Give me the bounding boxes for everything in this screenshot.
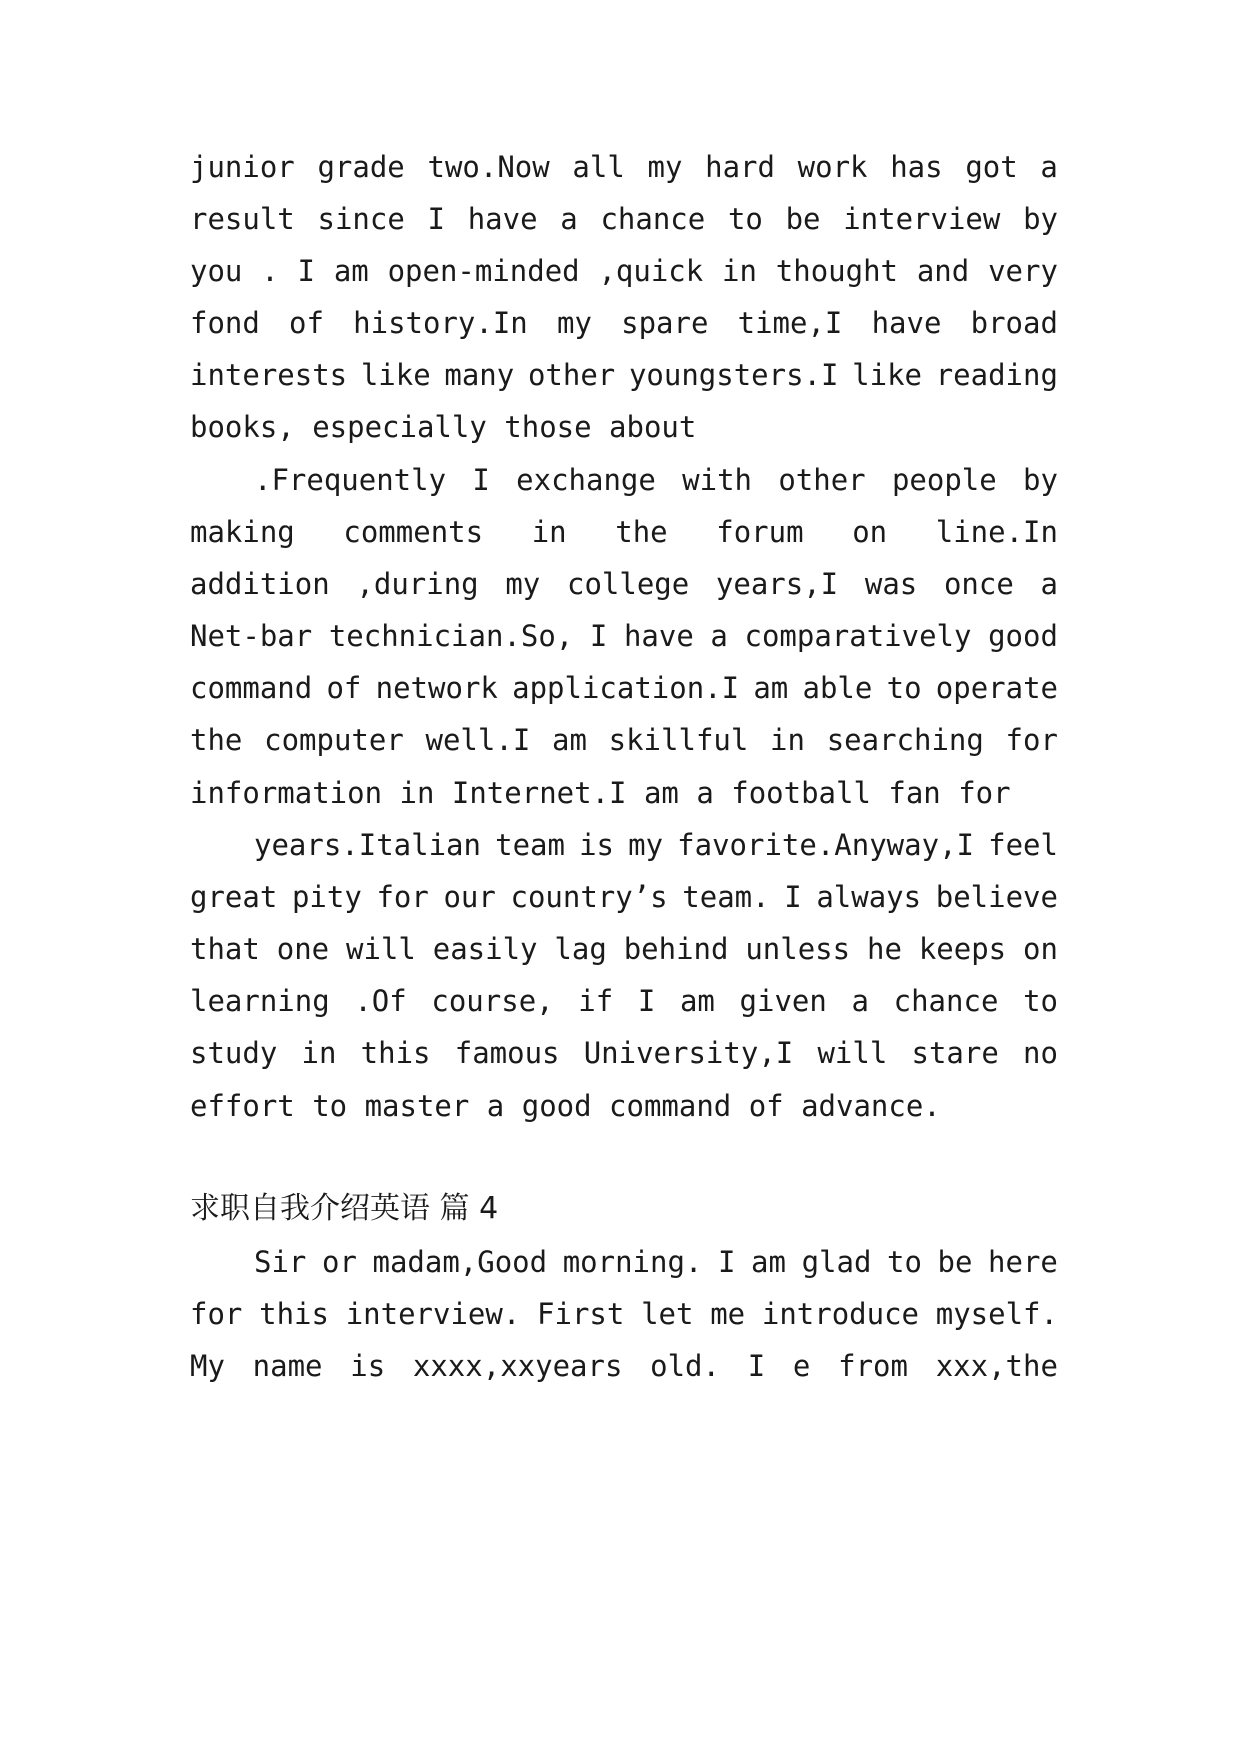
word: to bbox=[1023, 984, 1058, 1018]
word: operate bbox=[935, 671, 1058, 705]
word: .Of bbox=[354, 984, 407, 1018]
word: once bbox=[943, 567, 1014, 601]
section-heading: 求职自我介绍英语 篇 4 bbox=[190, 1191, 499, 1226]
paragraph1-line bbox=[190, 303, 1058, 343]
word: me bbox=[710, 1297, 746, 1331]
word: grade bbox=[317, 150, 405, 184]
word: fond bbox=[190, 306, 260, 340]
paragraph3-line bbox=[254, 825, 1058, 865]
word: by bbox=[1023, 463, 1058, 497]
word: of bbox=[326, 671, 362, 705]
word: hard bbox=[705, 150, 775, 184]
paragraph3-line bbox=[190, 877, 1058, 917]
word: very bbox=[988, 254, 1058, 288]
word: in bbox=[301, 1036, 337, 1070]
word: have bbox=[467, 202, 538, 236]
paragraph3-line: effort to master a good command of advance. bbox=[190, 1089, 941, 1123]
word: this bbox=[360, 1036, 431, 1070]
word: youngsters.I bbox=[628, 358, 839, 392]
word: years,I bbox=[715, 567, 839, 601]
section4-line bbox=[190, 1346, 1058, 1386]
word: broad bbox=[970, 306, 1058, 340]
word: stare bbox=[911, 1036, 999, 1070]
word: glad bbox=[801, 1245, 872, 1279]
word: forum bbox=[716, 515, 804, 549]
word: old. bbox=[650, 1349, 720, 1383]
word: a bbox=[560, 202, 578, 236]
word: since bbox=[317, 202, 405, 236]
word: many bbox=[444, 358, 515, 392]
word: other bbox=[778, 463, 866, 497]
word: from bbox=[838, 1349, 908, 1383]
word: has bbox=[890, 150, 943, 184]
word: e bbox=[792, 1349, 811, 1383]
word: able bbox=[802, 671, 873, 705]
word: Net-bar bbox=[190, 619, 313, 653]
word: that bbox=[190, 932, 260, 966]
word: comments bbox=[343, 515, 484, 549]
section4-line bbox=[254, 1242, 1058, 1282]
word: a bbox=[1040, 567, 1058, 601]
word: lag bbox=[554, 932, 607, 966]
word: I bbox=[637, 984, 656, 1018]
word: he bbox=[867, 932, 902, 966]
word: people bbox=[891, 463, 997, 497]
word: and bbox=[916, 254, 970, 288]
word: First bbox=[537, 1297, 625, 1331]
word: line.In bbox=[935, 515, 1058, 549]
word: junior bbox=[190, 150, 295, 184]
word: I bbox=[472, 463, 490, 497]
word: result bbox=[190, 202, 295, 236]
word: to bbox=[886, 671, 922, 705]
word: got bbox=[965, 150, 1018, 184]
word: country’s bbox=[510, 880, 668, 914]
word: for bbox=[190, 1297, 243, 1331]
word: keeps bbox=[918, 932, 1007, 966]
word: I bbox=[427, 202, 445, 236]
paragraph1-line bbox=[190, 199, 1058, 239]
word: if bbox=[578, 984, 614, 1018]
word: in bbox=[722, 254, 757, 288]
word: be bbox=[785, 202, 821, 236]
word: no bbox=[1023, 1036, 1058, 1070]
paragraph2-line bbox=[190, 564, 1058, 604]
word: network bbox=[375, 671, 498, 705]
word: introduce bbox=[761, 1297, 920, 1331]
word: my bbox=[505, 567, 541, 601]
word: college bbox=[566, 567, 690, 601]
word: pity bbox=[291, 880, 362, 914]
word: I bbox=[747, 1349, 766, 1383]
word: interview bbox=[843, 202, 1001, 236]
word: team bbox=[495, 828, 565, 862]
word: given bbox=[739, 984, 827, 1018]
word: the bbox=[190, 723, 243, 757]
word: name bbox=[252, 1349, 323, 1383]
paragraph2-line bbox=[190, 668, 1058, 708]
section4-line bbox=[190, 1294, 1058, 1334]
word: all bbox=[572, 150, 625, 184]
word: morning. bbox=[562, 1245, 703, 1279]
word: team. bbox=[682, 880, 770, 914]
word: famous bbox=[454, 1036, 560, 1070]
word: interests bbox=[190, 358, 348, 392]
word: unless bbox=[745, 932, 851, 966]
word: years.Italian bbox=[254, 828, 481, 862]
word: my bbox=[647, 150, 683, 184]
word: work bbox=[797, 150, 868, 184]
word: this bbox=[259, 1297, 329, 1331]
word: for bbox=[376, 880, 429, 914]
word: Sir bbox=[254, 1245, 307, 1279]
word: good bbox=[988, 619, 1058, 653]
word: other bbox=[527, 358, 616, 392]
word: exchange bbox=[516, 463, 656, 497]
word: by bbox=[1023, 202, 1058, 236]
word: ,quick bbox=[598, 254, 704, 288]
word: you bbox=[190, 254, 243, 288]
word: University,I bbox=[583, 1036, 794, 1070]
paragraph2-line bbox=[190, 720, 1058, 760]
word: addition bbox=[190, 567, 330, 601]
word: a bbox=[1040, 150, 1058, 184]
word: xxxx,xxyears bbox=[412, 1349, 623, 1383]
word: application.I bbox=[512, 671, 740, 705]
word: will bbox=[817, 1036, 888, 1070]
word: to bbox=[727, 202, 763, 236]
word: skillful bbox=[608, 723, 749, 757]
word: searching bbox=[826, 723, 984, 757]
word: favorite.Anyway,I bbox=[677, 828, 974, 862]
word: history.In bbox=[353, 306, 528, 340]
paragraph1-line: books, especially those about bbox=[190, 410, 697, 444]
word: easily bbox=[432, 932, 538, 966]
word: well.I bbox=[425, 723, 531, 757]
word: making bbox=[190, 515, 295, 549]
word: myself. bbox=[935, 1297, 1058, 1331]
paragraph2-line bbox=[254, 460, 1058, 500]
paragraph2-line bbox=[190, 616, 1058, 656]
word: in bbox=[531, 515, 567, 549]
word: the bbox=[615, 515, 668, 549]
word: am bbox=[751, 1245, 786, 1279]
word: is bbox=[579, 828, 614, 862]
paragraph3-line bbox=[190, 981, 1058, 1021]
word: am bbox=[552, 723, 587, 757]
word: time,I bbox=[737, 306, 843, 340]
word: am bbox=[753, 671, 789, 705]
word: or bbox=[321, 1245, 357, 1279]
word: thought bbox=[775, 254, 899, 288]
word: chance bbox=[893, 984, 999, 1018]
word: . bbox=[261, 254, 279, 288]
word: always bbox=[816, 880, 922, 914]
word: two.Now bbox=[427, 150, 550, 184]
word: interview. bbox=[345, 1297, 521, 1331]
paragraph1-line bbox=[190, 355, 1058, 395]
word: like bbox=[852, 358, 923, 392]
word: .Frequently bbox=[254, 463, 447, 497]
word: here bbox=[988, 1245, 1058, 1279]
word: a bbox=[710, 619, 728, 653]
word: on bbox=[1023, 932, 1058, 966]
word: ,during bbox=[356, 567, 479, 601]
word: a bbox=[851, 984, 869, 1018]
word: madam,Good bbox=[372, 1245, 548, 1279]
paragraph2-line bbox=[190, 512, 1058, 552]
word: of bbox=[289, 306, 324, 340]
word: open-minded bbox=[387, 254, 580, 288]
word: spare bbox=[621, 306, 709, 340]
word: I bbox=[784, 880, 802, 914]
word: technician.So, bbox=[328, 619, 574, 653]
word: on bbox=[852, 515, 888, 549]
word: have bbox=[871, 306, 942, 340]
word: one bbox=[276, 932, 330, 966]
word: my bbox=[628, 828, 664, 862]
word: was bbox=[864, 567, 918, 601]
word: is bbox=[350, 1349, 386, 1383]
word: reading bbox=[935, 358, 1058, 392]
word: in bbox=[770, 723, 805, 757]
word: be bbox=[937, 1245, 973, 1279]
paragraph1-line bbox=[190, 147, 1058, 187]
word: behind bbox=[623, 932, 729, 966]
word: I bbox=[717, 1245, 736, 1279]
word: great bbox=[190, 880, 278, 914]
word: like bbox=[360, 358, 431, 392]
word: My bbox=[190, 1349, 225, 1383]
word: I bbox=[297, 254, 315, 288]
paragraph3-line bbox=[190, 929, 1058, 969]
word: to bbox=[887, 1245, 922, 1279]
paragraph1-line bbox=[190, 251, 1058, 291]
word: for bbox=[1005, 723, 1058, 757]
word: computer bbox=[264, 723, 404, 757]
word: am bbox=[333, 254, 369, 288]
word: have bbox=[623, 619, 694, 653]
word: am bbox=[679, 984, 715, 1018]
word: with bbox=[682, 463, 752, 497]
word: study bbox=[190, 1036, 278, 1070]
word: our bbox=[443, 880, 496, 914]
word: my bbox=[556, 306, 592, 340]
word: course, bbox=[431, 984, 554, 1018]
word: xxx,the bbox=[935, 1349, 1058, 1383]
paragraph3-line bbox=[190, 1033, 1058, 1073]
word: comparatively bbox=[744, 619, 972, 653]
word: chance bbox=[600, 202, 706, 236]
word: I bbox=[589, 619, 608, 653]
paragraph2-line: information in Internet.I am a football fan for bbox=[190, 776, 1011, 810]
word: command bbox=[190, 671, 313, 705]
word: feel bbox=[988, 828, 1058, 862]
word: will bbox=[346, 932, 416, 966]
word: learning bbox=[190, 984, 330, 1018]
word: let bbox=[641, 1297, 694, 1331]
word: believe bbox=[935, 880, 1058, 914]
